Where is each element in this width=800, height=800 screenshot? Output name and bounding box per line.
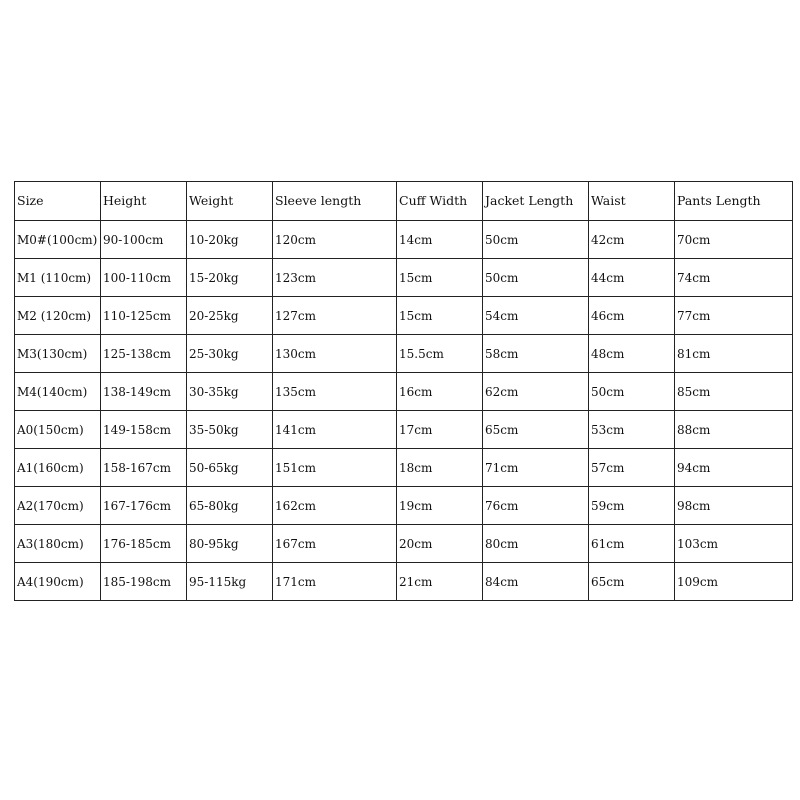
- table-row: [15, 373, 793, 411]
- cell-cuff-width: 15cm: [397, 259, 483, 297]
- table-row: [15, 449, 793, 487]
- cell-pants-length: 85cm: [675, 373, 793, 411]
- cell-sleeve-length: 127cm: [273, 297, 397, 335]
- cell-size: M3(130cm): [15, 335, 101, 373]
- cell-cuff-width: 21cm: [397, 563, 483, 601]
- cell-size: A2(170cm): [15, 487, 101, 525]
- cell-pants-length: 109cm: [675, 563, 793, 601]
- cell-cuff-width: 15cm: [397, 297, 483, 335]
- cell-pants-length: 98cm: [675, 487, 793, 525]
- cell-size: M1 (110cm): [15, 259, 101, 297]
- cell-pants-length: 88cm: [675, 411, 793, 449]
- cell-height: 90-100cm: [101, 221, 187, 259]
- cell-height: 138-149cm: [101, 373, 187, 411]
- header-cell-weight: Weight: [187, 182, 273, 221]
- cell-jacket-length: 65cm: [483, 411, 589, 449]
- table-row: [15, 259, 793, 297]
- header-cell-jacket-length: Jacket Length: [483, 182, 589, 221]
- cell-jacket-length: 84cm: [483, 563, 589, 601]
- cell-waist: 65cm: [589, 563, 675, 601]
- header-row: [15, 182, 793, 221]
- cell-waist: 50cm: [589, 373, 675, 411]
- header-cell-waist: Waist: [589, 182, 675, 221]
- cell-pants-length: 74cm: [675, 259, 793, 297]
- cell-weight: 80-95kg: [187, 525, 273, 563]
- cell-jacket-length: 80cm: [483, 525, 589, 563]
- cell-weight: 50-65kg: [187, 449, 273, 487]
- cell-weight: 95-115kg: [187, 563, 273, 601]
- cell-cuff-width: 20cm: [397, 525, 483, 563]
- header-cell-height: Height: [101, 182, 187, 221]
- cell-height: 125-138cm: [101, 335, 187, 373]
- cell-weight: 15-20kg: [187, 259, 273, 297]
- cell-weight: 10-20kg: [187, 221, 273, 259]
- cell-cuff-width: 18cm: [397, 449, 483, 487]
- cell-height: 100-110cm: [101, 259, 187, 297]
- cell-cuff-width: 14cm: [397, 221, 483, 259]
- cell-height: 149-158cm: [101, 411, 187, 449]
- cell-waist: 48cm: [589, 335, 675, 373]
- table-row: [15, 297, 793, 335]
- cell-pants-length: 70cm: [675, 221, 793, 259]
- size-chart-body: [15, 182, 793, 601]
- table-row: [15, 335, 793, 373]
- size-chart-table: [14, 181, 793, 601]
- cell-jacket-length: 58cm: [483, 335, 589, 373]
- cell-height: 110-125cm: [101, 297, 187, 335]
- header-cell-pants-length: Pants Length: [675, 182, 793, 221]
- cell-cuff-width: 15.5cm: [397, 335, 483, 373]
- cell-height: 158-167cm: [101, 449, 187, 487]
- cell-pants-length: 103cm: [675, 525, 793, 563]
- cell-weight: 35-50kg: [187, 411, 273, 449]
- cell-cuff-width: 19cm: [397, 487, 483, 525]
- cell-size: A1(160cm): [15, 449, 101, 487]
- cell-size: A4(190cm): [15, 563, 101, 601]
- table-row: [15, 411, 793, 449]
- cell-pants-length: 77cm: [675, 297, 793, 335]
- cell-sleeve-length: 130cm: [273, 335, 397, 373]
- cell-waist: 46cm: [589, 297, 675, 335]
- cell-size: A0(150cm): [15, 411, 101, 449]
- cell-waist: 59cm: [589, 487, 675, 525]
- cell-size: M4(140cm): [15, 373, 101, 411]
- table-row: [15, 563, 793, 601]
- cell-jacket-length: 50cm: [483, 221, 589, 259]
- cell-pants-length: 94cm: [675, 449, 793, 487]
- table-row: [15, 487, 793, 525]
- table-row: [15, 525, 793, 563]
- cell-jacket-length: 62cm: [483, 373, 589, 411]
- cell-jacket-length: 76cm: [483, 487, 589, 525]
- cell-sleeve-length: 162cm: [273, 487, 397, 525]
- cell-waist: 57cm: [589, 449, 675, 487]
- cell-size: M0#(100cm): [15, 221, 101, 259]
- cell-sleeve-length: 171cm: [273, 563, 397, 601]
- header-cell-cuff-width: Cuff Width: [397, 182, 483, 221]
- header-cell-sleeve-length: Sleeve length: [273, 182, 397, 221]
- cell-height: 167-176cm: [101, 487, 187, 525]
- cell-weight: 20-25kg: [187, 297, 273, 335]
- cell-sleeve-length: 135cm: [273, 373, 397, 411]
- cell-waist: 53cm: [589, 411, 675, 449]
- cell-sleeve-length: 167cm: [273, 525, 397, 563]
- cell-cuff-width: 17cm: [397, 411, 483, 449]
- cell-weight: 65-80kg: [187, 487, 273, 525]
- header-cell-size: Size: [15, 182, 101, 221]
- cell-waist: 44cm: [589, 259, 675, 297]
- cell-sleeve-length: 123cm: [273, 259, 397, 297]
- cell-weight: 30-35kg: [187, 373, 273, 411]
- cell-size: M2 (120cm): [15, 297, 101, 335]
- cell-jacket-length: 50cm: [483, 259, 589, 297]
- cell-jacket-length: 71cm: [483, 449, 589, 487]
- cell-height: 185-198cm: [101, 563, 187, 601]
- cell-jacket-length: 54cm: [483, 297, 589, 335]
- cell-waist: 42cm: [589, 221, 675, 259]
- cell-waist: 61cm: [589, 525, 675, 563]
- cell-sleeve-length: 120cm: [273, 221, 397, 259]
- cell-sleeve-length: 151cm: [273, 449, 397, 487]
- cell-weight: 25-30kg: [187, 335, 273, 373]
- cell-height: 176-185cm: [101, 525, 187, 563]
- cell-pants-length: 81cm: [675, 335, 793, 373]
- cell-cuff-width: 16cm: [397, 373, 483, 411]
- cell-sleeve-length: 141cm: [273, 411, 397, 449]
- table-row: [15, 221, 793, 259]
- cell-size: A3(180cm): [15, 525, 101, 563]
